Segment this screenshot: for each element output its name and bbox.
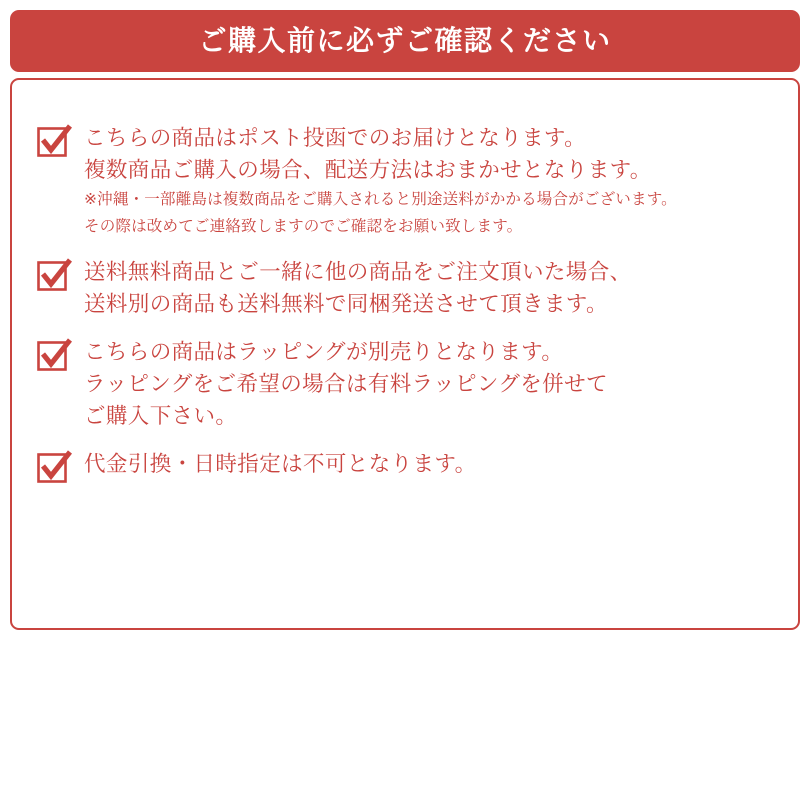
check-icon [36,258,72,294]
notice-line: ラッピングをご希望の場合は有料ラッピングを併せて [84,372,608,396]
notice-text-block [84,122,784,240]
notice-line: 送料無料商品とご一緒に他の商品をご注文頂いた場合、 [84,260,632,284]
notice-text-block [84,336,784,432]
notice-item [36,336,784,432]
notice-text-block [84,256,784,320]
notice-line: 送料別の商品も送料無料で同梱発送させて頂きます。 [84,292,608,316]
notice-line: 代金引換・日時指定は不可となります。 [84,452,477,476]
check-icon [36,450,72,486]
notice-line: こちらの商品はラッピングが別売りとなります。 [84,340,564,364]
check-icon [36,338,72,374]
notice-list [36,122,784,486]
header-banner [10,10,800,72]
page-title: ご購入前に必ずご確認ください [198,25,612,56]
notice-line: ※沖縄・一部離島は複数商品をご購入されると別途送料がかかる場合がございます。 [84,191,677,208]
check-icon [36,124,72,160]
notice-item [36,122,784,240]
notice-line: その際は改めてご連絡致しますのでご確認をお願い致します。 [84,218,523,235]
notice-line: 複数商品ご購入の場合、配送方法はおまかせとなります。 [84,158,652,182]
notice-card [10,78,800,630]
notice-line: こちらの商品はポスト投函でのお届けとなります。 [84,126,586,150]
notice-line: ご購入下さい。 [84,404,238,428]
notice-text-block [84,448,784,480]
notice-item [36,448,784,486]
notice-item [36,256,784,320]
